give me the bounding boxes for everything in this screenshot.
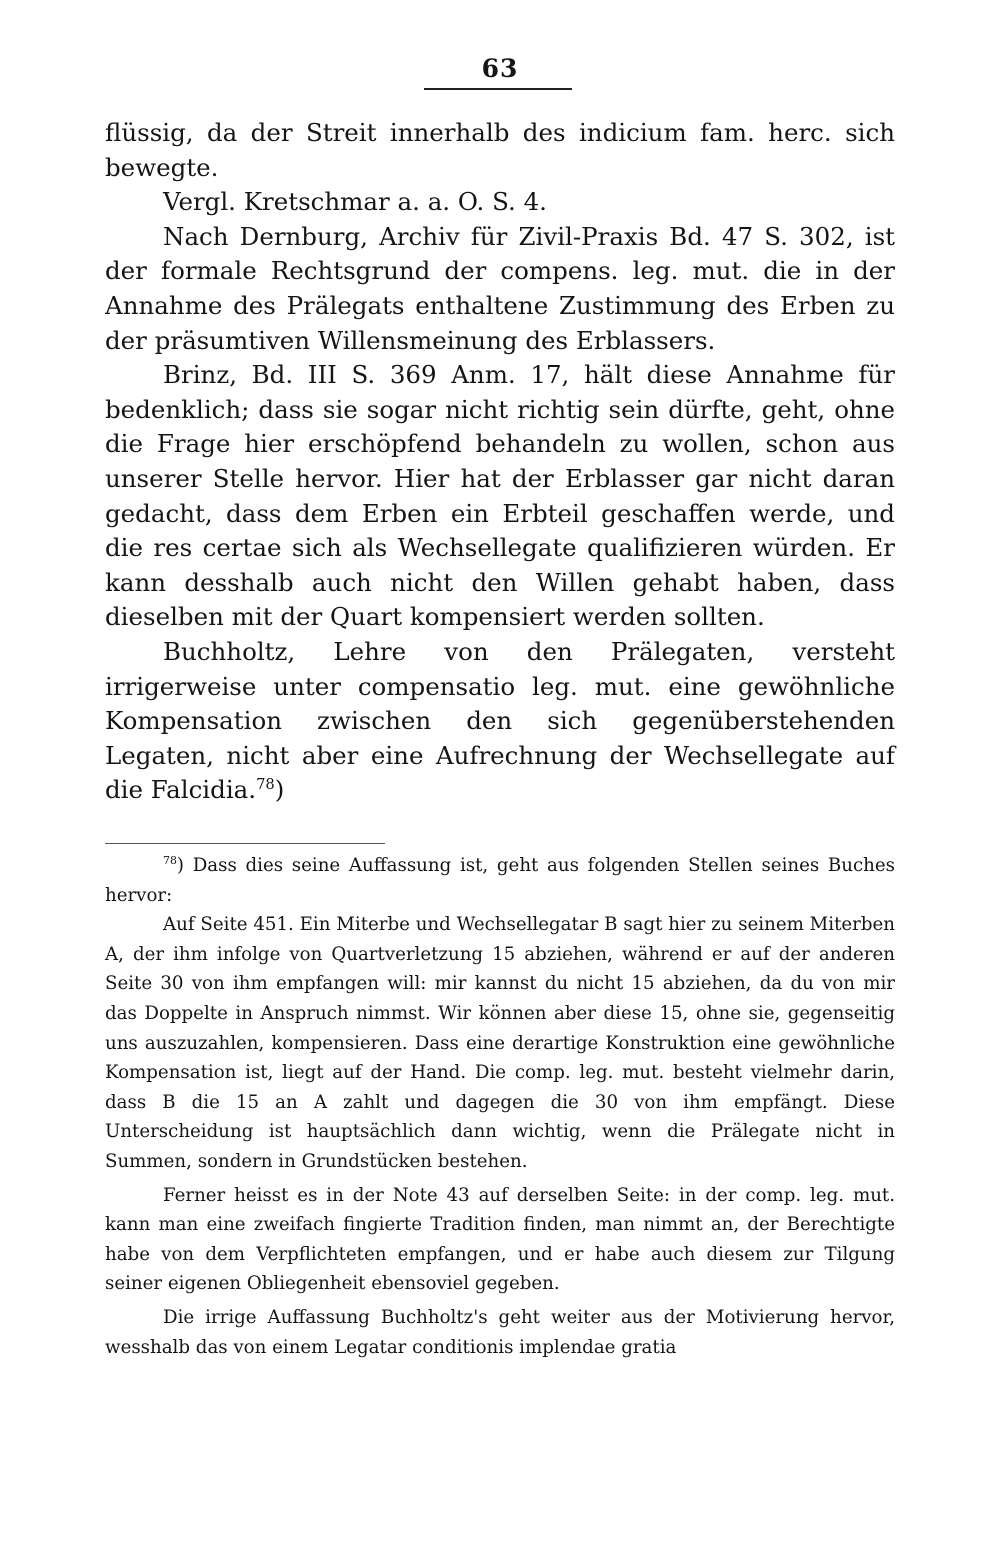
footnote-reference-78: 78 — [256, 776, 275, 794]
paragraph-dernburg: Nach Dernburg, Archiv für Zivil-Praxis Bd. 47 S. 302, ist der formale Rechtsgrund der compens. leg. mut. die in der Annahme des Prälegats enthaltene Zustimmung des Erben zu der präsumtiven Willensmeinung des Erblassers. — [105, 221, 895, 355]
footnote-78-intro — [105, 851, 895, 910]
footnote-rule — [105, 843, 385, 844]
page-number: 63 — [481, 54, 519, 83]
header-rule — [424, 88, 572, 90]
paragraph-buchholtz — [105, 635, 895, 808]
paragraph-buchholtz-text: Buchholtz, Lehre von den Prälegaten, versteht irrigerweise unter compensatio leg. mut. eine gewöhnliche Kompensation zwischen den sich gegenüberstehenden Legaten, nicht aber eine Aufrechnung der Wechsellegate auf die Falcidia. — [105, 636, 895, 805]
paragraph-brinz: Brinz, Bd. III S. 369 Anm. 17, hält diese Annahme für bedenklich; dass sie sogar nicht richtig sein dürfte, geht, ohne die Frage hier erschöpfend behandeln zu wollen, schon aus unserer Stelle hervor. Hier hat der Erblasser gar nicht daran gedacht, dass dem Erben ein Erbteil geschaffen werde, und die res certae sich als Wechsellegate qualifizieren würden. Er kann desshalb auch nicht den Willen gehabt haben, dass dieselben mit der Quart kompensiert werden sollten. — [105, 360, 895, 632]
main-text — [105, 116, 895, 808]
footnote-78-intro-text: ) Dass dies seine Auffassung ist, geht aus folgenden Stellen seines Buches hervor: — [105, 855, 895, 906]
footnote-reference-close: ) — [274, 775, 285, 805]
paragraph-continuation: flüssig, da der Streit innerhalb des indicium fam. herc. sich bewegte. — [105, 118, 895, 182]
paragraph-kretschmar-reference: Vergl. Kretschmar a. a. O. S. 4. — [163, 187, 547, 217]
footnote-marker-78: 78 — [163, 853, 177, 867]
footnotes — [105, 851, 895, 1362]
footnote-78-page-451: Auf Seite 451. Ein Miterbe und Wechsellegatar B sagt hier zu seinem Miterben A, der ihm infolge von Quartverletzung 15 abziehen, während er auf der anderen Seite 30 von ihm empfangen will: mir kannst du nicht 15 abziehen, da du von mir das Doppelte in Anspruch nimmst. Wir können aber diese 15, ohne sie, gegenseitig uns auszuzahlen, kompensieren. Dass eine derartige Konstruktion eine gewöhnliche Kompensation ist, liegt auf der Hand. Die comp. leg. mut. besteht vielmehr darin, dass B die 15 an A zahlt und dagegen die 30 von ihm empfängt. Diese Unterscheidung ist hauptsächlich dann wichtig, wenn die Prälegate nicht in Summen, sondern in Grundstücken bestehen. — [105, 914, 895, 1172]
footnote-78-note-43: Ferner heisst es in der Note 43 auf derselben Seite: in der comp. leg. mut. kann man eine zweifach fingierte Tradition finden, man nimmt an, der Berechtigte habe von dem Verpflichteten empfangen, und er habe auch diesem zur Tilgung seiner eigenen Obliegenheit ebensoviel gegeben. — [105, 1184, 895, 1295]
footnote-78-motivierung: Die irrige Auffassung Buchholtz's geht weiter aus der Motivierung hervor, wesshalb das von einem Legatar conditionis implendae gratia — [105, 1306, 895, 1358]
